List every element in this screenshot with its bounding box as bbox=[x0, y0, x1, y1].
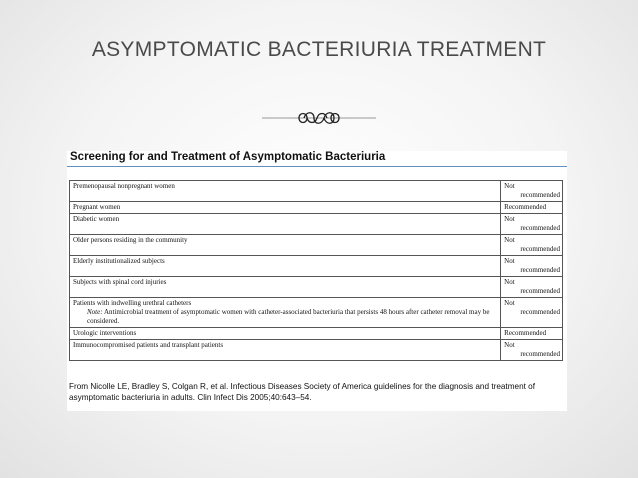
table-row bbox=[70, 298, 563, 328]
recommendation-text: Recommended bbox=[504, 329, 547, 337]
recommendation-text-continued: recommended bbox=[520, 350, 560, 358]
note-text: Antimicrobial treatment of asymptomatic women with catheter-associated bacteriuria that persists 48 hours after catheter removal may be considered. bbox=[87, 308, 490, 325]
population-cell: Premenopausal nonpregnant women bbox=[70, 181, 501, 202]
recommendation-cell bbox=[501, 277, 563, 298]
recommendation-cell bbox=[501, 256, 563, 277]
population-cell: Older persons residing in the community bbox=[70, 235, 501, 256]
population-cell: Pregnant women bbox=[70, 202, 501, 214]
table-row bbox=[70, 256, 563, 277]
note-label: Note: bbox=[87, 308, 103, 316]
recommendation-text-continued: recommended bbox=[520, 287, 560, 295]
recommendation-cell bbox=[501, 202, 563, 214]
recommendation-text-continued: recommended bbox=[520, 266, 560, 274]
recommendation-text: Not bbox=[504, 278, 515, 286]
table-row bbox=[70, 328, 563, 340]
recommendation-cell bbox=[501, 235, 563, 256]
recommendation-text-continued: recommended bbox=[520, 308, 560, 316]
table-row bbox=[70, 277, 563, 298]
table-title: Screening for and Treatment of Asymptomatic Bacteriuria bbox=[70, 151, 386, 163]
population-cell: Subjects with spinal cord injuries bbox=[70, 277, 501, 298]
table-row bbox=[70, 340, 563, 361]
citation-text: From Nicolle LE, Bradley S, Colgan R, et al. Infectious Diseases Society of America guidelines for the diagnosis and treatment of asymptomatic bacteriuria in adults. Clin Infect Dis 2005;40:643–54. bbox=[69, 382, 536, 402]
recommendation-text-continued: recommended bbox=[520, 245, 560, 253]
recommendation-text: Not bbox=[504, 215, 515, 223]
population-cell: Urologic interventions bbox=[70, 328, 501, 340]
recommendation-text-continued: recommended bbox=[520, 191, 560, 199]
guideline-table-panel bbox=[67, 151, 567, 411]
table-row bbox=[70, 235, 563, 256]
recommendation-text: Not bbox=[504, 341, 515, 349]
title-divider bbox=[67, 166, 567, 167]
recommendation-cell bbox=[501, 340, 563, 361]
recommendation-cell bbox=[501, 328, 563, 340]
recommendation-text: Not bbox=[504, 257, 515, 265]
population-cell: Diabetic women bbox=[70, 214, 501, 235]
population-cell: Immunocompromised patients and transplant patients bbox=[70, 340, 501, 361]
recommendation-cell bbox=[501, 214, 563, 235]
ornament-divider-icon bbox=[262, 108, 376, 128]
recommendation-text: Not bbox=[504, 236, 515, 244]
screening-table bbox=[69, 180, 563, 361]
population-cell bbox=[70, 298, 501, 328]
catheter-note bbox=[73, 308, 498, 326]
recommendation-text: Not bbox=[504, 182, 515, 190]
slide-title: ASYMPTOMATIC BACTERIURIA TREATMENT bbox=[91, 38, 547, 61]
table-row bbox=[70, 202, 563, 214]
recommendation-text-continued: recommended bbox=[520, 224, 560, 232]
table-row bbox=[70, 181, 563, 202]
population-cell: Elderly institutionalized subjects bbox=[70, 256, 501, 277]
table-row bbox=[70, 214, 563, 235]
recommendation-text: Not bbox=[504, 299, 515, 307]
recommendation-cell bbox=[501, 298, 563, 328]
recommendation-cell bbox=[501, 181, 563, 202]
population-text: Patients with indwelling urethral catheters bbox=[73, 299, 192, 307]
recommendation-text: Recommended bbox=[504, 203, 547, 211]
